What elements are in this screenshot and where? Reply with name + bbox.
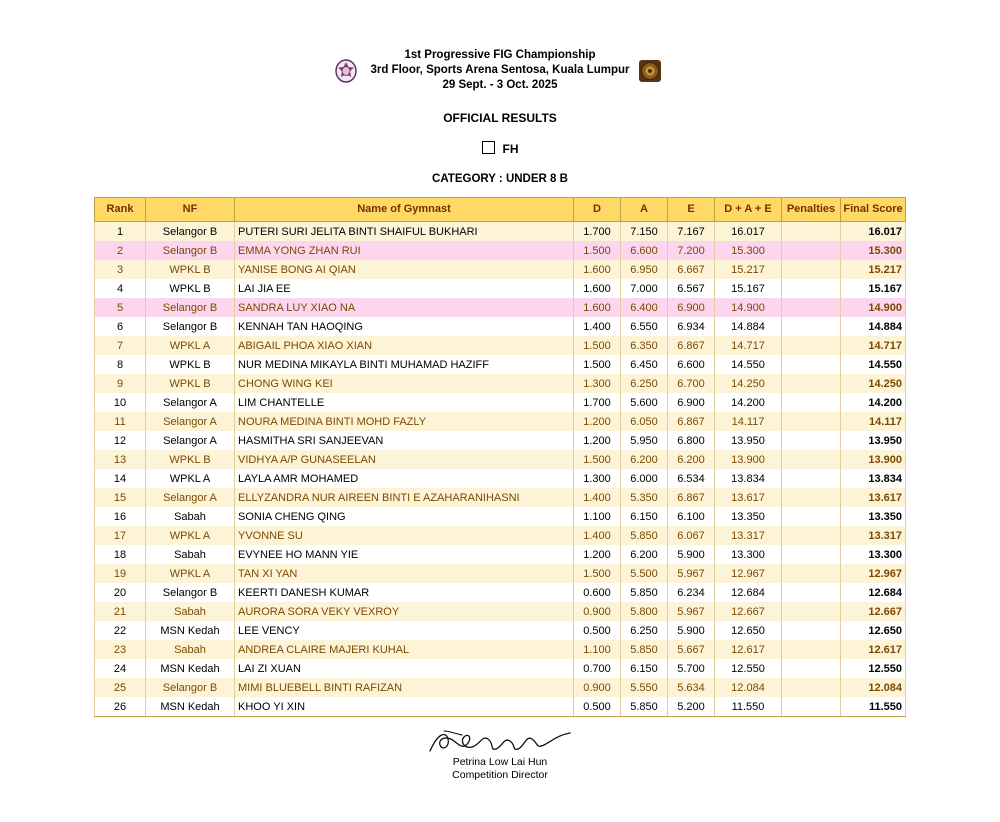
column-header-name: Name of Gymnast (235, 198, 574, 222)
cell-nf: MSN Kedah (146, 659, 235, 678)
cell-a: 6.950 (621, 260, 668, 279)
cell-penalties (782, 241, 841, 260)
cell-d: 1.500 (574, 336, 621, 355)
cell-e: 5.634 (668, 678, 715, 697)
cell-a: 6.000 (621, 469, 668, 488)
cell-dae: 15.217 (715, 260, 782, 279)
cell-e: 6.800 (668, 431, 715, 450)
cell-final-score: 12.617 (841, 640, 906, 659)
cell-a: 7.150 (621, 222, 668, 242)
cell-penalties (782, 678, 841, 697)
cell-e: 6.667 (668, 260, 715, 279)
cell-a: 5.950 (621, 431, 668, 450)
cell-d: 0.900 (574, 678, 621, 697)
cell-gymnast-name: ANDREA CLAIRE MAJERI KUHAL (235, 640, 574, 659)
cell-gymnast-name: HASMITHA SRI SANJEEVAN (235, 431, 574, 450)
cell-gymnast-name: SONIA CHENG QING (235, 507, 574, 526)
cell-d: 1.300 (574, 469, 621, 488)
cell-nf: Sabah (146, 602, 235, 621)
cell-nf: Selangor B (146, 222, 235, 242)
cell-a: 5.800 (621, 602, 668, 621)
cell-nf: WPKL A (146, 526, 235, 545)
cell-rank: 25 (95, 678, 146, 697)
cell-nf: WPKL B (146, 260, 235, 279)
table-row (95, 431, 906, 450)
column-header-a: A (621, 198, 668, 222)
cell-d: 1.300 (574, 374, 621, 393)
cell-penalties (782, 507, 841, 526)
cell-d: 1.600 (574, 298, 621, 317)
table-row (95, 640, 906, 659)
cell-dae: 14.884 (715, 317, 782, 336)
cell-penalties (782, 621, 841, 640)
cell-rank: 2 (95, 241, 146, 260)
cell-penalties (782, 355, 841, 374)
table-row (95, 583, 906, 602)
table-row (95, 279, 906, 298)
cell-final-score: 16.017 (841, 222, 906, 242)
cell-nf: Selangor A (146, 488, 235, 507)
signature-mark (420, 725, 580, 759)
results-table-wrapper (94, 197, 906, 717)
cell-dae: 13.317 (715, 526, 782, 545)
cell-gymnast-name: SANDRA LUY XIAO NA (235, 298, 574, 317)
cell-d: 1.500 (574, 355, 621, 374)
cell-penalties (782, 431, 841, 450)
cell-gymnast-name: LAYLA AMR MOHAMED (235, 469, 574, 488)
cell-gymnast-name: KEERTI DANESH KUMAR (235, 583, 574, 602)
table-row (95, 336, 906, 355)
cell-nf: WPKL B (146, 450, 235, 469)
cell-d: 1.500 (574, 241, 621, 260)
cell-gymnast-name: ELLYZANDRA NUR AIREEN BINTI E AZAHARANIHASNI (235, 488, 574, 507)
cell-penalties (782, 393, 841, 412)
cell-dae: 13.300 (715, 545, 782, 564)
cell-dae: 14.900 (715, 298, 782, 317)
cell-e: 6.067 (668, 526, 715, 545)
cell-a: 5.600 (621, 393, 668, 412)
cell-final-score: 12.550 (841, 659, 906, 678)
cell-gymnast-name: EMMA YONG ZHAN RUI (235, 241, 574, 260)
cell-dae: 13.834 (715, 469, 782, 488)
results-table (94, 197, 906, 717)
table-row (95, 678, 906, 697)
cell-final-score: 12.084 (841, 678, 906, 697)
cell-final-score: 14.884 (841, 317, 906, 336)
cell-rank: 3 (95, 260, 146, 279)
apparatus-row (0, 141, 1000, 156)
event-venue: 3rd Floor, Sports Arena Sentosa, Kuala Lumpur (370, 64, 630, 76)
cell-penalties (782, 697, 841, 717)
cell-penalties (782, 336, 841, 355)
cell-nf: Selangor A (146, 412, 235, 431)
cell-d: 1.600 (574, 279, 621, 298)
cell-rank: 19 (95, 564, 146, 583)
cell-final-score: 13.350 (841, 507, 906, 526)
cell-nf: WPKL B (146, 355, 235, 374)
cell-dae: 11.550 (715, 697, 782, 717)
cell-a: 6.200 (621, 450, 668, 469)
cell-final-score: 13.950 (841, 431, 906, 450)
cell-a: 7.000 (621, 279, 668, 298)
cell-e: 6.534 (668, 469, 715, 488)
cell-penalties (782, 659, 841, 678)
cell-gymnast-name: ABIGAIL PHOA XIAO XIAN (235, 336, 574, 355)
cell-nf: Selangor B (146, 298, 235, 317)
column-header-final: Final Score (841, 198, 906, 222)
cell-penalties (782, 545, 841, 564)
cell-rank: 15 (95, 488, 146, 507)
cell-rank: 23 (95, 640, 146, 659)
cell-gymnast-name: LIM CHANTELLE (235, 393, 574, 412)
cell-rank: 1 (95, 222, 146, 242)
cell-rank: 26 (95, 697, 146, 717)
cell-dae: 15.167 (715, 279, 782, 298)
cell-dae: 14.717 (715, 336, 782, 355)
cell-rank: 12 (95, 431, 146, 450)
cell-final-score: 14.117 (841, 412, 906, 431)
column-header-rank: Rank (95, 198, 146, 222)
cell-nf: Selangor B (146, 317, 235, 336)
cell-penalties (782, 583, 841, 602)
cell-gymnast-name: LEE VENCY (235, 621, 574, 640)
cell-a: 6.250 (621, 621, 668, 640)
table-row (95, 450, 906, 469)
cell-e: 6.600 (668, 355, 715, 374)
cell-e: 6.100 (668, 507, 715, 526)
cell-rank: 4 (95, 279, 146, 298)
cell-penalties (782, 526, 841, 545)
cell-d: 1.400 (574, 526, 621, 545)
cell-e: 6.200 (668, 450, 715, 469)
cell-penalties (782, 564, 841, 583)
apparatus-checkbox[interactable] (482, 141, 495, 154)
cell-dae: 12.617 (715, 640, 782, 659)
column-header-penalties: Penalties (782, 198, 841, 222)
cell-d: 1.200 (574, 431, 621, 450)
cell-a: 6.350 (621, 336, 668, 355)
cell-dae: 13.350 (715, 507, 782, 526)
table-row (95, 469, 906, 488)
table-row (95, 488, 906, 507)
cell-d: 1.400 (574, 488, 621, 507)
cell-e: 5.900 (668, 621, 715, 640)
cell-d: 1.500 (574, 564, 621, 583)
cell-a: 5.850 (621, 583, 668, 602)
cell-rank: 5 (95, 298, 146, 317)
cell-d: 1.400 (574, 317, 621, 336)
cell-rank: 13 (95, 450, 146, 469)
event-title-block (370, 48, 629, 93)
cell-penalties (782, 298, 841, 317)
cell-dae: 12.667 (715, 602, 782, 621)
cell-rank: 22 (95, 621, 146, 640)
cell-a: 5.850 (621, 697, 668, 717)
cell-nf: Sabah (146, 507, 235, 526)
cell-dae: 14.117 (715, 412, 782, 431)
cell-penalties (782, 222, 841, 242)
column-header-d: D (574, 198, 621, 222)
federation-emblem-left-icon (333, 58, 359, 84)
cell-d: 1.600 (574, 260, 621, 279)
event-title: 1st Progressive FIG Championship (404, 49, 596, 61)
column-header-dae: D + A + E (715, 198, 782, 222)
cell-d: 1.700 (574, 393, 621, 412)
cell-final-score: 12.684 (841, 583, 906, 602)
cell-dae: 12.650 (715, 621, 782, 640)
cell-a: 6.550 (621, 317, 668, 336)
cell-gymnast-name: KENNAH TAN HAOQING (235, 317, 574, 336)
cell-gymnast-name: LAI ZI XUAN (235, 659, 574, 678)
cell-e: 6.700 (668, 374, 715, 393)
cell-penalties (782, 412, 841, 431)
cell-rank: 10 (95, 393, 146, 412)
cell-rank: 9 (95, 374, 146, 393)
cell-dae: 13.617 (715, 488, 782, 507)
category-label: CATEGORY : UNDER 8 B (432, 173, 568, 185)
cell-rank: 18 (95, 545, 146, 564)
cell-dae: 14.200 (715, 393, 782, 412)
cell-gymnast-name: CHONG WING KEI (235, 374, 574, 393)
cell-e: 7.167 (668, 222, 715, 242)
cell-e: 6.234 (668, 583, 715, 602)
cell-rank: 14 (95, 469, 146, 488)
cell-dae: 12.684 (715, 583, 782, 602)
cell-a: 6.600 (621, 241, 668, 260)
table-header-row (95, 198, 906, 222)
cell-a: 5.500 (621, 564, 668, 583)
cell-penalties (782, 450, 841, 469)
document-header (0, 0, 1000, 93)
cell-final-score: 12.650 (841, 621, 906, 640)
cell-nf: Selangor B (146, 241, 235, 260)
table-row (95, 526, 906, 545)
cell-penalties (782, 260, 841, 279)
table-row (95, 564, 906, 583)
cell-d: 1.200 (574, 412, 621, 431)
cell-rank: 17 (95, 526, 146, 545)
cell-d: 0.700 (574, 659, 621, 678)
cell-rank: 8 (95, 355, 146, 374)
cell-dae: 15.300 (715, 241, 782, 260)
cell-rank: 11 (95, 412, 146, 431)
cell-d: 0.600 (574, 583, 621, 602)
table-row (95, 507, 906, 526)
cell-nf: WPKL B (146, 279, 235, 298)
table-row (95, 317, 906, 336)
cell-nf: Selangor A (146, 393, 235, 412)
cell-final-score: 15.167 (841, 279, 906, 298)
cell-final-score: 13.317 (841, 526, 906, 545)
cell-d: 1.100 (574, 507, 621, 526)
cell-gymnast-name: EVYNEE HO MANN YIE (235, 545, 574, 564)
federation-emblem-right-icon (637, 58, 663, 84)
cell-gymnast-name: NUR MEDINA MIKAYLA BINTI MUHAMAD HAZIFF (235, 355, 574, 374)
signature-block (350, 725, 650, 781)
cell-gymnast-name: YANISE BONG AI QIAN (235, 260, 574, 279)
cell-penalties (782, 279, 841, 298)
table-row (95, 222, 906, 242)
cell-dae: 12.550 (715, 659, 782, 678)
table-row (95, 659, 906, 678)
cell-dae: 12.084 (715, 678, 782, 697)
event-dates: 29 Sept. - 3 Oct. 2025 (442, 79, 558, 91)
cell-nf: WPKL A (146, 564, 235, 583)
cell-e: 6.934 (668, 317, 715, 336)
cell-e: 5.967 (668, 602, 715, 621)
cell-nf: MSN Kedah (146, 621, 235, 640)
cell-gymnast-name: TAN XI YAN (235, 564, 574, 583)
table-row (95, 298, 906, 317)
table-row (95, 621, 906, 640)
cell-d: 1.500 (574, 450, 621, 469)
cell-penalties (782, 374, 841, 393)
cell-e: 5.200 (668, 697, 715, 717)
cell-a: 6.200 (621, 545, 668, 564)
cell-final-score: 12.967 (841, 564, 906, 583)
cell-e: 6.867 (668, 336, 715, 355)
cell-e: 6.867 (668, 412, 715, 431)
cell-nf: Sabah (146, 545, 235, 564)
cell-e: 5.967 (668, 564, 715, 583)
cell-final-score: 12.667 (841, 602, 906, 621)
cell-e: 6.567 (668, 279, 715, 298)
cell-final-score: 13.617 (841, 488, 906, 507)
cell-penalties (782, 488, 841, 507)
cell-a: 6.050 (621, 412, 668, 431)
cell-e: 7.200 (668, 241, 715, 260)
cell-e: 5.700 (668, 659, 715, 678)
table-row (95, 393, 906, 412)
cell-nf: Sabah (146, 640, 235, 659)
cell-dae: 14.250 (715, 374, 782, 393)
cell-penalties (782, 469, 841, 488)
cell-a: 5.850 (621, 526, 668, 545)
cell-gymnast-name: NOURA MEDINA BINTI MOHD FAZLY (235, 412, 574, 431)
cell-nf: Selangor B (146, 678, 235, 697)
cell-rank: 16 (95, 507, 146, 526)
column-header-nf: NF (146, 198, 235, 222)
cell-d: 0.900 (574, 602, 621, 621)
cell-final-score: 14.550 (841, 355, 906, 374)
cell-e: 6.900 (668, 393, 715, 412)
cell-dae: 14.550 (715, 355, 782, 374)
cell-penalties (782, 640, 841, 659)
cell-a: 6.150 (621, 507, 668, 526)
cell-nf: WPKL A (146, 336, 235, 355)
cell-penalties (782, 602, 841, 621)
cell-nf: MSN Kedah (146, 697, 235, 717)
official-results-label: OFFICIAL RESULTS (443, 111, 557, 125)
table-row (95, 697, 906, 717)
cell-nf: Selangor B (146, 583, 235, 602)
cell-a: 6.250 (621, 374, 668, 393)
cell-final-score: 15.300 (841, 241, 906, 260)
cell-penalties (782, 317, 841, 336)
cell-gymnast-name: VIDHYA A/P GUNASEELAN (235, 450, 574, 469)
cell-d: 1.700 (574, 222, 621, 242)
cell-final-score: 13.900 (841, 450, 906, 469)
cell-gymnast-name: MIMI BLUEBELL BINTI RAFIZAN (235, 678, 574, 697)
signatory-role: Competition Director (452, 769, 548, 781)
cell-nf: WPKL B (146, 374, 235, 393)
cell-e: 6.867 (668, 488, 715, 507)
cell-gymnast-name: PUTERI SURI JELITA BINTI SHAIFUL BUKHARI (235, 222, 574, 242)
cell-dae: 12.967 (715, 564, 782, 583)
cell-a: 5.350 (621, 488, 668, 507)
cell-e: 5.900 (668, 545, 715, 564)
cell-gymnast-name: LAI JIA EE (235, 279, 574, 298)
cell-final-score: 14.200 (841, 393, 906, 412)
cell-rank: 6 (95, 317, 146, 336)
cell-dae: 13.950 (715, 431, 782, 450)
cell-a: 6.400 (621, 298, 668, 317)
cell-e: 5.667 (668, 640, 715, 659)
cell-gymnast-name: AURORA SORA VEKY VEXROY (235, 602, 574, 621)
cell-rank: 20 (95, 583, 146, 602)
table-row (95, 355, 906, 374)
cell-final-score: 13.300 (841, 545, 906, 564)
cell-dae: 13.900 (715, 450, 782, 469)
cell-dae: 16.017 (715, 222, 782, 242)
cell-final-score: 14.717 (841, 336, 906, 355)
table-row (95, 545, 906, 564)
apparatus-label: FH (502, 142, 519, 156)
table-row (95, 260, 906, 279)
cell-d: 1.200 (574, 545, 621, 564)
cell-d: 1.100 (574, 640, 621, 659)
table-row (95, 602, 906, 621)
column-header-e: E (668, 198, 715, 222)
cell-gymnast-name: YVONNE SU (235, 526, 574, 545)
cell-rank: 21 (95, 602, 146, 621)
signatory-name: Petrina Low Lai Hun (452, 756, 548, 768)
table-row (95, 374, 906, 393)
cell-nf: Selangor A (146, 431, 235, 450)
table-row (95, 412, 906, 431)
cell-final-score: 14.250 (841, 374, 906, 393)
cell-a: 5.850 (621, 640, 668, 659)
cell-gymnast-name: KHOO YI XIN (235, 697, 574, 717)
cell-rank: 24 (95, 659, 146, 678)
cell-final-score: 14.900 (841, 298, 906, 317)
cell-e: 6.900 (668, 298, 715, 317)
cell-d: 0.500 (574, 621, 621, 640)
cell-a: 5.550 (621, 678, 668, 697)
cell-final-score: 11.550 (841, 697, 906, 717)
cell-a: 6.450 (621, 355, 668, 374)
cell-final-score: 13.834 (841, 469, 906, 488)
cell-nf: WPKL A (146, 469, 235, 488)
cell-d: 0.500 (574, 697, 621, 717)
cell-final-score: 15.217 (841, 260, 906, 279)
cell-rank: 7 (95, 336, 146, 355)
cell-a: 6.150 (621, 659, 668, 678)
results-table-body (95, 222, 906, 717)
table-row (95, 241, 906, 260)
